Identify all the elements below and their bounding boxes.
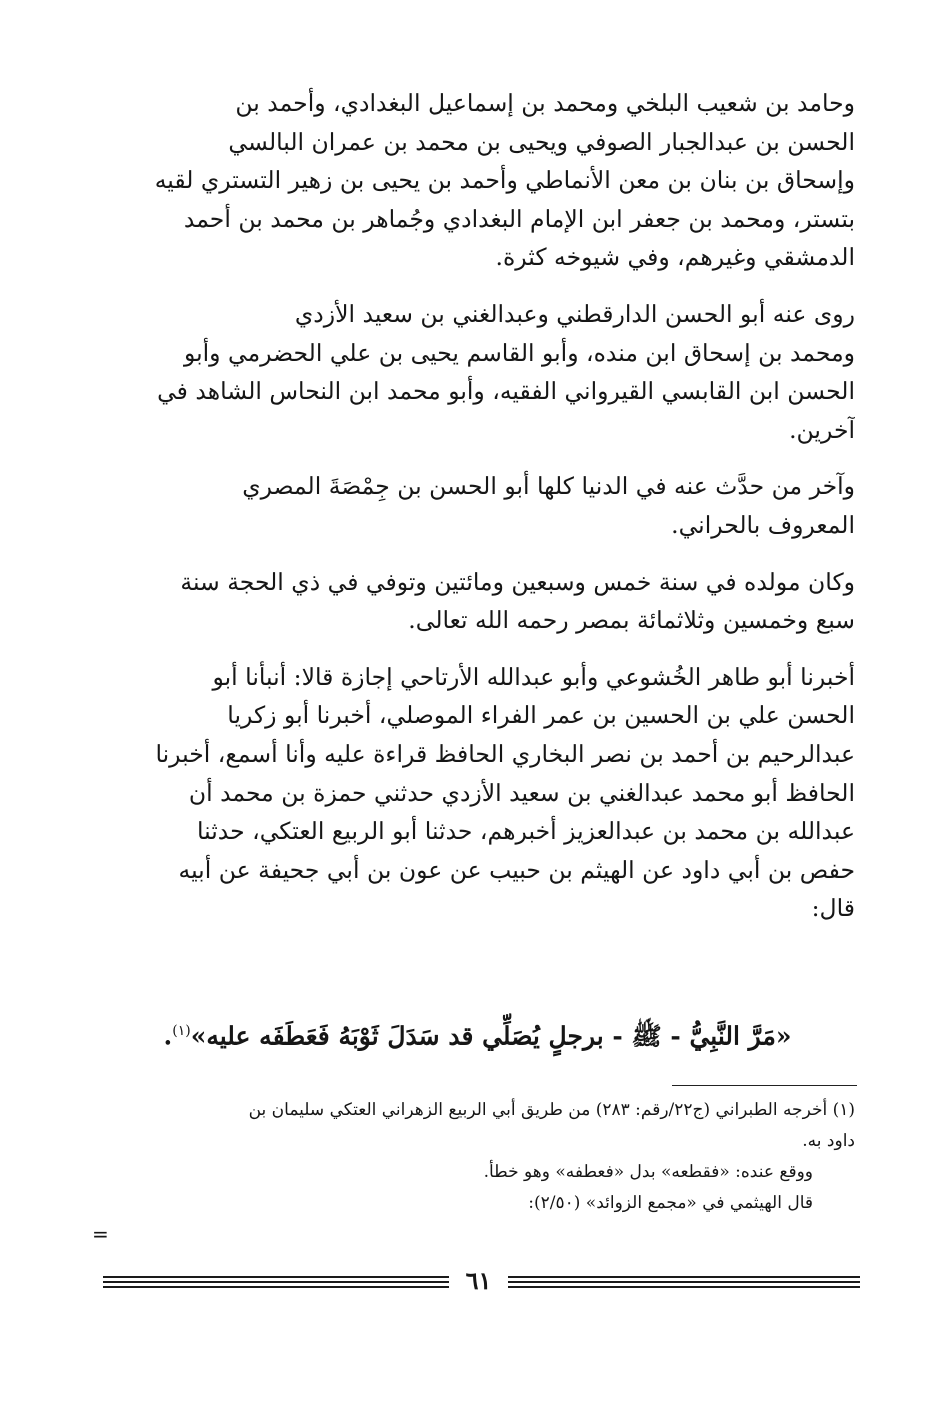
text-line: عبدالرحيم بن أحمد بن نصر البخاري الحافظ قراءة عليه وأنا أسمع، أخبرنا: [155, 739, 855, 768]
hadith-text: «مَرَّ النَّبِيُّ - ﷺ - برجلٍ يُصَلِّي قد سَدَلَ ثَوْبَهُ فَعَطَفَه عليه»: [190, 1021, 792, 1051]
footnote-line: (١) أخرجه الطبراني (ج٢٢/رقم: ٢٨٣) من طريق أبي الربيع الزهراني العتكي سليمان بن: [248, 1100, 855, 1120]
footer-rule-bar: [103, 1281, 449, 1283]
footnote-separator: [672, 1085, 857, 1086]
text-line: الحسن بن عبدالجبار الصوفي ويحيى بن محمد بن عمران البالسي: [228, 127, 855, 156]
text-line: وحامد بن شعيب البلخي ومحمد بن إسماعيل البغدادي، وأحمد بن: [235, 89, 855, 117]
footer-rule-bar: [508, 1276, 860, 1278]
paragraph-last-narrator: [100, 467, 855, 544]
paragraph-teachers: [100, 84, 855, 277]
text-line: آخرين.: [789, 415, 855, 444]
footer-rule-bar: [103, 1276, 449, 1278]
text-line: وإسحاق بن بنان بن معن الأنماطي وأحمد بن يحيى بن زهير التستري لقيه: [154, 166, 855, 195]
footer-rule-bar: [508, 1281, 860, 1283]
page-number: ٦١: [465, 1266, 492, 1295]
paragraph-isnad: [100, 658, 855, 928]
text-line: الدمشقي وغيرهم، وفي شيوخه كثرة.: [495, 243, 855, 272]
main-text: [100, 84, 855, 946]
text-line: سبع وخمسين وثلاثمائة بمصر رحمه الله تعالى.: [408, 606, 855, 635]
text-line: الحسن ابن القابسي القيرواني الفقيه، وأبو محمد ابن النحاس الشاهد في: [157, 377, 855, 406]
footnote-line: داود به.: [802, 1131, 855, 1151]
paragraph-birth-death: [100, 563, 855, 640]
text-line: أخبرنا أبو طاهر الخُشوعي وأبو عبدالله الأرتاحي إجازة قالا: أنبأنا أبو: [212, 662, 855, 691]
text-line: روى عنه أبو الحسن الدارقطني وعبدالغني بن سعيد الأزدي: [294, 299, 855, 328]
text-line: وآخر من حدَّث عنه في الدنيا كلها أبو الحسن بن جِمْصَةَ المصري: [242, 472, 855, 501]
text-line: المعروف بالحراني.: [671, 510, 855, 539]
text-line: ومحمد بن إسحاق ابن منده، وأبو القاسم يحيى بن علي الحضرمي وأبو: [183, 338, 855, 367]
hadith-quote: [100, 1008, 855, 1059]
footnote-line: ووقع عنده: «فقطعه» بدل «فعطفه» وهو خطأ.: [483, 1162, 813, 1182]
text-line: حفص بن أبي داود عن الهيثم بن حبيب عن عون بن أبي جحيفة عن أبيه: [178, 855, 855, 884]
footnote-line: قال الهيثمي في «مجمع الزوائد» (٢/٥٠):: [528, 1193, 813, 1213]
footnote-continuation-mark: =: [92, 1222, 109, 1246]
hadith-end-mark: .: [163, 1021, 173, 1051]
footer-rule-bar: [508, 1286, 860, 1288]
footnotes: [100, 1095, 855, 1219]
text-line: بتستر، ومحمد بن جعفر ابن الإمام البغدادي وجُماهر بن محمد بن أحمد: [183, 204, 855, 233]
text-line: وكان مولده في سنة خمس وسبعين ومائتين وتوفي في ذي الحجة سنة: [180, 567, 855, 596]
footnote-reference[interactable]: (١): [172, 1023, 191, 1039]
paragraph-students: [100, 295, 855, 449]
footer-rule-bar: [103, 1286, 449, 1288]
text-line: قال:: [811, 894, 855, 923]
text-line: الحسن علي بن الحسين بن عمر الفراء الموصلي، أخبرنا أبو زكريا: [227, 701, 855, 730]
text-line: عبدالله بن محمد بن عبدالعزيز أخبرهم، حدثنا أبو الربيع العتكي، حدثنا: [196, 817, 855, 846]
text-line: الحافظ أبو محمد عبدالغني بن سعيد الأزدي حدثني حمزة بن محمد أن: [188, 778, 855, 807]
